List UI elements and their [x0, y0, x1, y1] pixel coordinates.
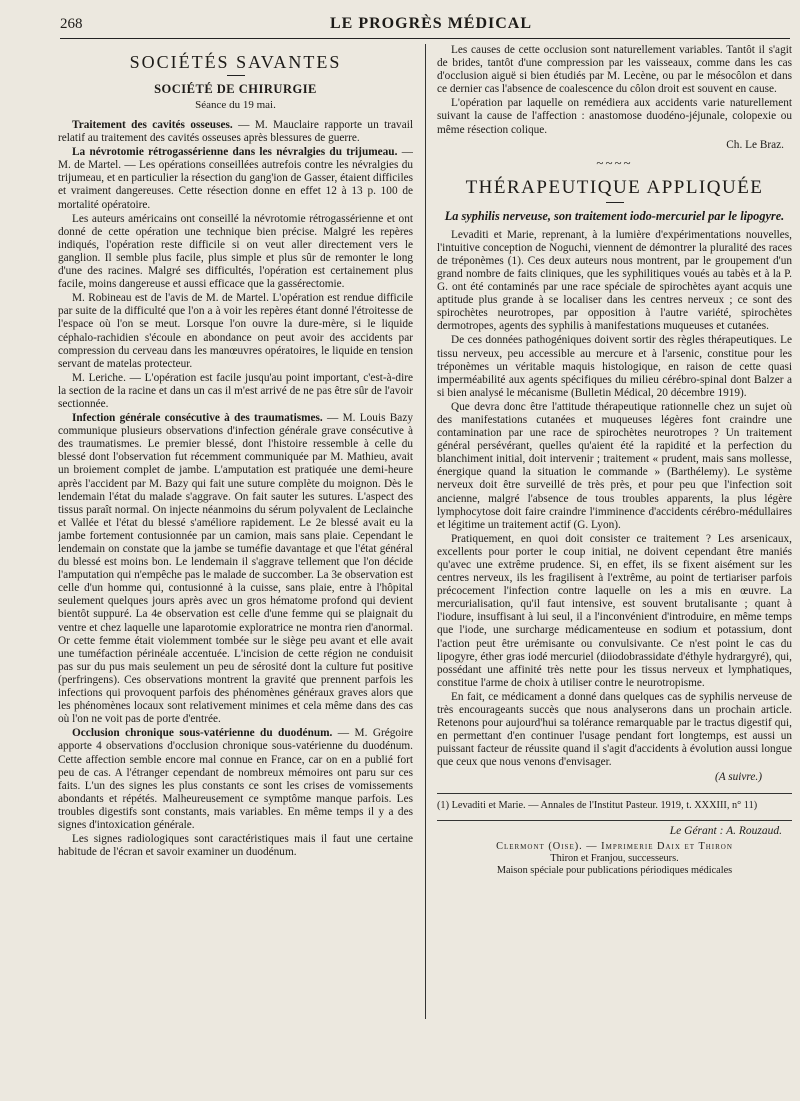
paragraph	[58, 119, 413, 145]
imprint-speciality: Maison spéciale pour publications périodiques médicales	[496, 864, 733, 876]
title-rule	[227, 75, 245, 76]
title-rule	[606, 202, 624, 203]
paragraph-text: — M. Louis Bazy communique plusieurs observations d'infection générale grave consécutive à des traumatismes. Le premier blessé, dont l'histoire ressemble à celle du blessé dont l'observation fut récemment communiquée par M. Mathieu, avait un broiement complet de jambe. L'amputation est pratiquée une demi-heure après l'accident par M. Bazy qui fait une suture complète du moignon. Dès le lendemain l'état du malade s'aggrave. On fait sauter les sutures. L'aspect des tissus paraît normal. On injecte néanmoins du sérum polyvalent de Leclainche et Vallée et l'état du blessé s'améliore rapidement. Le 2e blessé avait eu la jambe fortement contusionnée par un camion, mais sans plaie. Cependant le lendemain on constate que la jambe se tuméfie davantage et que l'état général du blessé est moins bon. Le lendemain il s'aggrave tellement que l'on décide l'amputation qui n'empêche pas le malade de succomber. La 3e observation est celle d'un homme qui, contusionné à la cuisse, sans plaie, entre à l'hôpital seulement quelques jours après avec un gros hématome profond qui devient bientôt suppuré. La 4e observation est celle d'une femme qui se plaignait du ventre et chez laquelle une laparotomie exploratrice ne montra rien d'anormal. Or cette femme était violemment tombée sur le siège peu avant et elle avait une tuméfaction périnéale accentuée. L'incision de cette région ne conduisit pas sur du pus mais seulement un peu de sérosité dont la culture fut positive (perfringens). Ces observations montrent la gravité que prennent parfois les infections qui provoquent parfois des phénomènes généraux graves alors que les phénomènes locaux sont relativement minimes et cela même dans des cas où l'on ne voit pas de porte d'entrée.	[58, 412, 413, 726]
paragraph: Que devra donc être l'attitude thérapeutique rationnelle chez un sujet où des manifestations cutanées et muqueuses légères font craindre une contamination par une race de spirochètes neurotropes ? Un traitement général persévérant, quelles qu'aient été la rapidité et la perfection du blanchiment initial, doit intervenir ; traitement « prudent, mais sans mollesse, énergique quand la situation le commande » (Barthélemy). Le système nerveux doit être surveillé de très près, et pour peu que l'infection soit ancienne, malgré l'absence de tous troubles apparents, la plus légère lymphocytose doit faire craindre l'imminence d'accidents cérébro-médullaires et légitime un traitement actif (G. Lyon).	[437, 400, 792, 531]
paragraph: En fait, ce médicament a donné dans quelques cas de syphilis nerveuse de très encourageants succès que nous analyserons dans un prochain article. Retenons pour aujourd'hui sa tolérance remarquable par le tractus digestif qui, en permettant d'en continuer l'usage pendant fort longtemps, est aussi un puissant facteur de réussite quand il s'agit d'accidents à évolution aussi longue que ceux que nous venons d'envisager.	[437, 690, 792, 769]
section-title-societes: SOCIÉTÉS SAVANTES	[129, 52, 342, 72]
left-column	[58, 44, 413, 1044]
header-rule	[60, 38, 790, 39]
subheading: Infection générale consécutive à des traumatismes.	[72, 412, 323, 425]
paragraph: M. Robineau est de l'avis de M. de Martel. L'opération est rendue difficile par suite de la difficulté que l'on a à voir les repères étant donné l'étroitesse de l'espace où l'on se meut. Lorsque l'on ouvre la dure-mère, si le liquide céphalo-rachidien s'écoule en abondance on peut avoir des accidents par compression du cerveau dans les manœuvres opératoires, le liquide en tension servant de matelas protecteur.	[58, 292, 413, 370]
author-signature: Ch. Le Braz.	[726, 138, 784, 151]
subheading: Occlusion chronique sous-vatérienne du duodénum.	[72, 727, 333, 740]
right-column	[437, 44, 792, 1044]
paragraph-text: — M. Mauclaire rapporte un travail relatif au traitement des cavités osseuses après blessures de guerre.	[58, 119, 413, 145]
section-title-therapeutique: THÉRAPEUTIQUE APPLIQUÉE	[465, 176, 764, 198]
paragraph: M. Leriche. — L'opération est facile jusqu'au point important, c'est-à-dire la section de la racine et dans un cas il m'est arrivé de ne pas être sûr de l'avoir sectionnée.	[58, 371, 413, 410]
paragraph: Pratiquement, en quoi doit consister ce traitement ? Les arsenicaux, excellents pour porter le coup initial, ne doivent cependant être maniés qu'avec une extrême prudence. Si, en effet, ils se fixent aisément sur les centres nerveux, ils les fragilisent à l'extrême, au point de tertiariser parfois précocement l'infection contre laquelle on les a mis en œuvre. La mercurialisation, qu'il faut intensive, est souvent brutalisante ; quant à l'iodure, insuffisant à lui seul, il a l'inconvénient d'introduire, en même temps que l'iode, une surcharge médicamenteuse en sodium et potassium, dont l'action peut être urémisante ou convulsivante. Ce n'est point le cas du lipogyre, éther gras iodé mercuriel (diiodobrassidate d'éthyle hydrargyré), qui, possédant une affinité très nette pour les tissus nerveux et lymphatiques, constitue l'arme de choix à utiliser contre le neurotropisme.	[437, 532, 792, 689]
paragraph-text: — M. de Martel. — Les opérations conseillées autrefois contre les névralgies du trijumeau, et en particulier la résection du gang'ion de Gasser, étaient difficiles et vraiment dangereuses. Cette résection donne en effet 12 à 13 p. 100 de mortalité opératoire.	[58, 146, 413, 211]
article-title: La syphilis nerveuse, son traitement iodo-mercuriel par le lipogyre.	[444, 208, 785, 223]
paragraph	[58, 412, 413, 726]
paragraph: L'opération par laquelle on remédiera aux accidents varie naturellement suivant la cause de l'affection : anastomose duodéno-jéjunale, colopexie ou même résection colique.	[437, 97, 792, 136]
paragraph: De ces données pathogéniques doivent sortir des règles thérapeutiques. Le tissu nerveux, peu accessible au mercure et à l'arsenic, constitue pour les tréponèmes un véritable maquis histologique, en raison de cette quasi imperméabilité aux agents spécifiques du milieu cérébro-spinal dont Balzer a si bien analysé le mécanisme (Bulletin Médical, 20 décembre 1919).	[437, 334, 792, 399]
imprint-printer: Clermont (Oise). — Imprimerie Daix et Thiron	[496, 840, 733, 852]
footnote-rule	[437, 793, 792, 794]
paragraph: Levaditi et Marie, reprenant, à la lumière d'expérimentations nouvelles, l'intuitive conception de Noguchi, viennent de démontrer la pluralité des races de tréponèmes (1). Ces deux auteurs nous montrent, par le groupement d'un grand nombre de faits cliniques, que les syphilitiques voués au tabès et à la P. G. ont été contaminés par une race spéciale de spirochètes ayant acquis une aptitude plus grande à se localiser dans les centres nerveux ; ce sont des spirochètes neurotropes, par opposition à l'autre variété, spirochètes dermotropes, agents des syphilis à manifestations muqueuses et cutanées.	[437, 228, 792, 333]
page-number: 268	[60, 16, 83, 32]
running-title: LE PROGRÈS MÉDICAL	[330, 15, 533, 32]
paragraph: Les signes radiologiques sont caractéristiques mais il faut une certaine habitude de l'écran et savoir examiner un duodénum.	[58, 833, 413, 859]
ornament-divider: ~~~~	[596, 154, 633, 170]
seance-date: Séance du 19 mai.	[195, 99, 276, 111]
paragraph	[58, 146, 413, 211]
paragraph: Les auteurs américains ont conseillé la névrotomie rétrogassérienne et ont donné de cette opération une technique bien précise. Malgré les repères indiqués, l'opération reste difficile si on veut aller directement vers le ganglion. Il semble plus facile, plus simple et plus sûr de remonter le long d'une des racines. Malgré ses difficultés, l'opération est certainement plus facile, moins dangereuse et aussi efficace que la gassérectomie.	[58, 212, 413, 291]
paragraph-text: — M. Grégoire apporte 4 observations d'occlusion chronique sous-vatérienne du duodénum. Cette affection semble encore mal connue en France, car on en a publié fort peu de cas. A l'étranger cependant de nombreux mémoires ont paru sur ces faits. L'un des signes les plus constants ce sont les crises de vomissements abondants et répétés. Malheureusement ce symptôme manque parfois. Les troubles digestifs sont constants, mais variables. En même temps il y a des signes d'intoxication générale.	[58, 727, 413, 831]
page-header	[60, 14, 790, 36]
footnote: (1) Levaditi et Marie. — Annales de l'Institut Pasteur. 1919, t. XXXIII, n° 11)	[437, 799, 758, 811]
to-be-continued: (A suivre.)	[714, 770, 762, 783]
paragraph	[58, 727, 413, 832]
imprint-block	[437, 841, 792, 877]
society-title: SOCIÉTÉ DE CHIRURGIE	[154, 82, 317, 96]
column-divider	[425, 44, 426, 1019]
imprint-successors: Thiron et Franjou, successeurs.	[550, 852, 679, 864]
subheading: Traitement des cavités osseuses.	[72, 119, 233, 131]
paragraph: Les causes de cette occlusion sont naturellement variables. Tantôt il s'agit de brides, tantôt d'une compression par les vaisseaux, comme dans les cas d'occlusion aiguë si bien étudiés par M. Lecène, ou par le mésocôlon et dans ce dernier cas l'absence de coalescence du côlon droit est souvent en cause.	[437, 44, 792, 96]
subheading: La névrotomie rétrogassérienne dans les névralgies du trijumeau.	[72, 146, 398, 159]
gerant-line: Le Gérant : A. Rouzaud.	[669, 824, 782, 837]
gerant-rule	[437, 820, 792, 821]
